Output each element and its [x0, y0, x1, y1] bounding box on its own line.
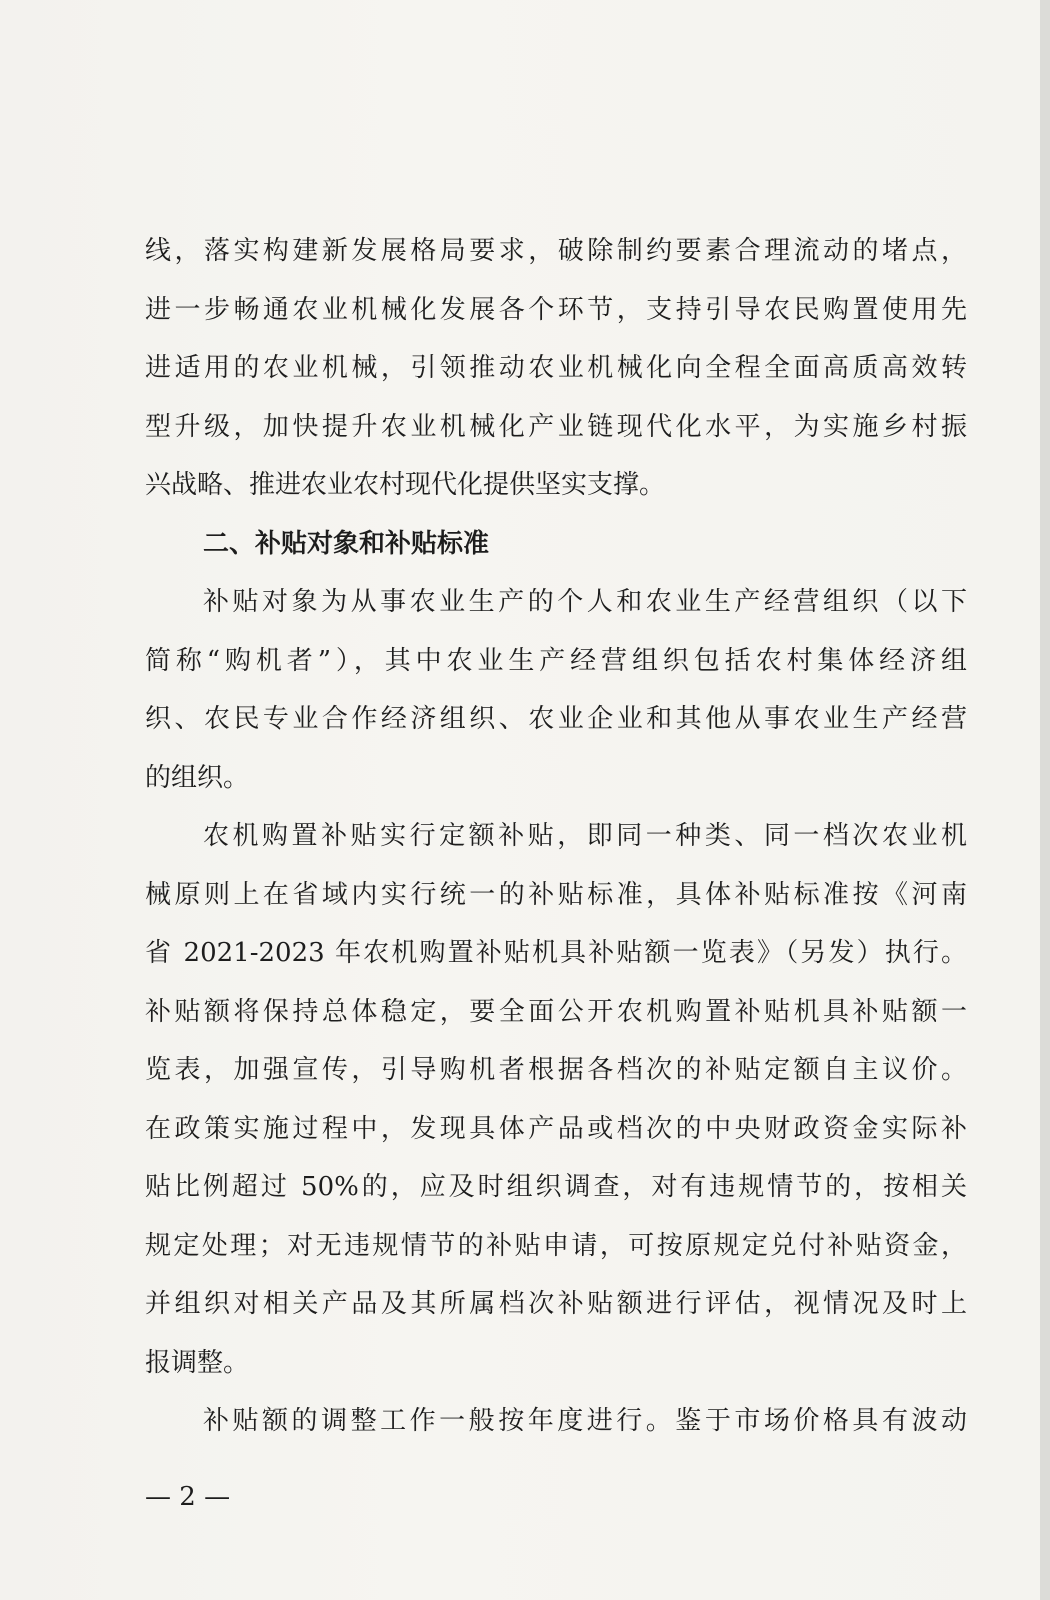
text-line: 报调整。: [145, 1347, 250, 1378]
text-line: 进适用的农业机械，引领推动农业机械化向全程全面高质高效转: [145, 353, 967, 383]
text-line: 在政策实施过程中，发现具体产品或档次的中央财政资金实际补: [145, 1113, 967, 1144]
section-heading: 二、补贴对象和补贴标准: [203, 528, 490, 559]
text-line: 兴战略、推进农业农村现代化提供坚实支撑。: [145, 470, 666, 500]
text-line: 补贴对象为从事农业生产的个人和农业生产经营组织（以下: [203, 587, 967, 617]
text-line: 农机购置补贴实行定额补贴，即同一种类、同一档次农业机: [203, 821, 967, 851]
text-line: 补贴额的调整工作一般按年度进行。鉴于市场价格具有波动: [203, 1406, 967, 1436]
text-line: 简称“购机者”），其中农业生产经营组织包括农村集体经济组: [145, 645, 967, 676]
text-line: 补贴额将保持总体稳定，要全面公开农机购置补贴机具补贴额一: [145, 996, 967, 1027]
text-line: 线，落实构建新发展格局要求，破除制约要素合理流动的堵点，: [145, 236, 967, 266]
text-line: 的组织。: [145, 762, 250, 793]
text-line: 进一步畅通农业机械化发展各个环节，支持引导农民购置使用先: [145, 294, 967, 325]
body-text: [145, 222, 967, 1451]
text-line: 省 2021-2023 年农机购置补贴机具补贴额一览表》（另发）执行。: [145, 938, 967, 968]
text-line: 贴比例超过 50%的，应及时组织调查，对有违规情节的，按相关: [145, 1172, 967, 1202]
text-line: 规定处理；对无违规情节的补贴申请，可按原规定兑付补贴资金，: [145, 1230, 967, 1261]
text-line: 览表，加强宣传，引导购机者根据各档次的补贴定额自主议价。: [145, 1055, 967, 1085]
text-line: 织、农民专业合作经济组织、农业企业和其他从事农业生产经营: [145, 704, 967, 734]
page-number: — 2 —: [145, 1482, 231, 1512]
text-line: 型升级，加快提升农业机械化产业链现代化水平，为实施乡村振: [145, 411, 967, 442]
text-line: 械原则上在省域内实行统一的补贴标准，具体补贴标准按《河南: [145, 879, 967, 910]
text-line: 并组织对相关产品及其所属档次补贴额进行评估，视情况及时上: [145, 1289, 967, 1319]
